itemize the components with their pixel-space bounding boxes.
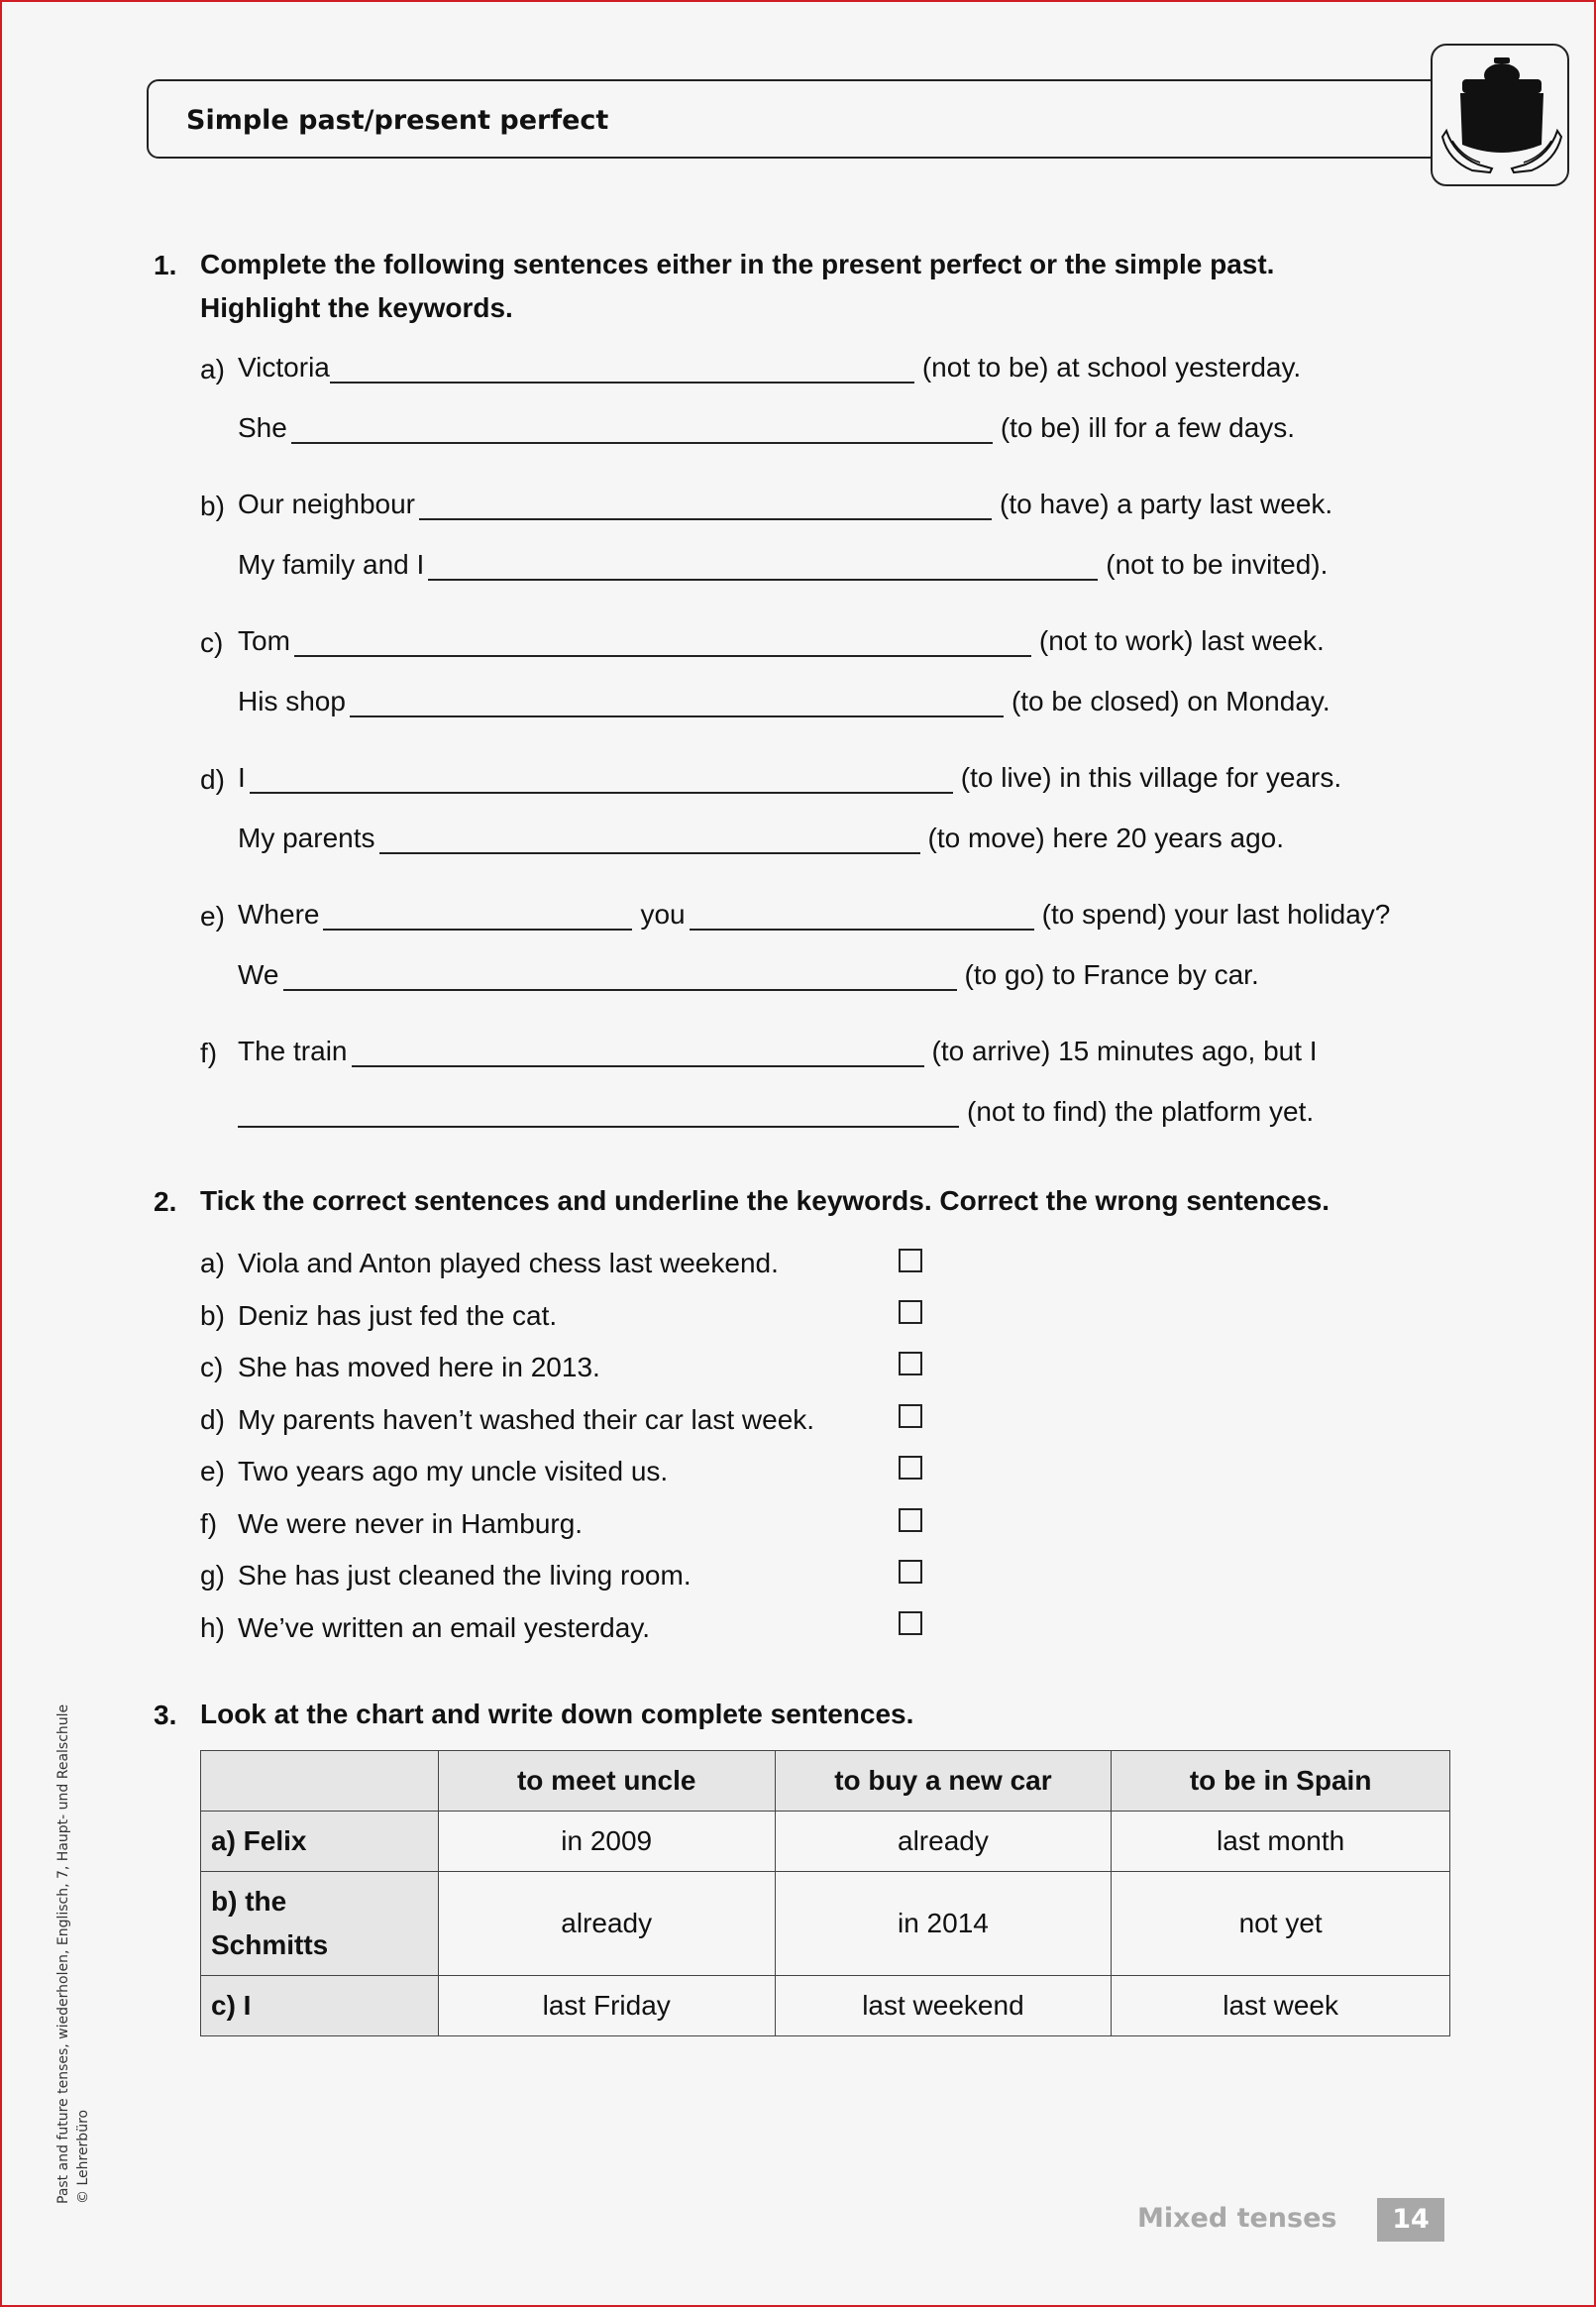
sentence-line: The train (to arrive) 15 minutes ago, but I: [238, 1036, 1318, 1066]
side-copyright-note: Past and future tenses, wiederholen, Englisch, 7, Haupt- und Realschule © Lehrerbüro: [55, 1703, 91, 2204]
table-cell: in 2009: [438, 1812, 775, 1872]
column-header: to meet uncle: [438, 1751, 775, 1812]
list-item: a) Viola and Anton played chess last weekend.: [200, 1248, 779, 1278]
answer-blank[interactable]: [690, 899, 1034, 931]
table-cell: last Friday: [438, 1976, 775, 2036]
table-cell: already: [775, 1812, 1112, 1872]
exercise-1-instruction-line1: Complete the following sentences either in the present perfect or the simple past.: [200, 249, 1275, 279]
table-row: [201, 1812, 1450, 1872]
answer-blank[interactable]: [330, 352, 914, 384]
sentence-line: I (to live) in this village for years.: [238, 762, 1342, 793]
page-title: Simple past/present perfect: [186, 105, 609, 136]
exercise-1-number: 1.: [154, 250, 177, 280]
page-number: 14: [1377, 2198, 1444, 2242]
row-header: b) the Schmitts: [201, 1872, 439, 1976]
sentence-line: Tom (not to work) last week.: [238, 625, 1325, 656]
answer-blank[interactable]: [291, 412, 993, 444]
answer-blank[interactable]: [428, 549, 1098, 581]
table-corner-cell: [201, 1751, 439, 1812]
exercise-2-number: 2.: [154, 1186, 177, 1217]
table-cell: last weekend: [775, 1976, 1112, 2036]
chart-table: [200, 1750, 1450, 2036]
answer-blank[interactable]: [350, 686, 1004, 717]
item-letter: f): [200, 1038, 218, 1068]
sentence-line: His shop (to be closed) on Monday.: [238, 686, 1330, 716]
table-header-row: [201, 1751, 1450, 1812]
item-letter: d): [200, 764, 225, 795]
column-header: to buy a new car: [775, 1751, 1112, 1812]
answer-blank[interactable]: [238, 1096, 959, 1128]
tick-checkbox[interactable]: [899, 1508, 922, 1532]
answer-blank[interactable]: [323, 899, 632, 931]
table-row: [201, 1976, 1450, 2036]
answer-blank[interactable]: [419, 489, 992, 520]
list-item: d) My parents haven’t washed their car last week.: [200, 1404, 815, 1435]
table-row: [201, 1872, 1450, 1976]
sentence-line: My family and I (not to be invited).: [238, 549, 1329, 580]
tick-checkbox[interactable]: [899, 1611, 922, 1635]
exercise-1-instruction: [200, 243, 1448, 330]
answer-blank[interactable]: [283, 959, 957, 991]
row-header: c) I: [201, 1976, 439, 2036]
table-cell: in 2014: [775, 1872, 1112, 1976]
list-item: b) Deniz has just fed the cat.: [200, 1300, 558, 1331]
exercise-2-instruction: Tick the correct sentences and underline the keywords. Correct the wrong sentences.: [200, 1185, 1330, 1216]
sentence-line: (not to find) the platform yet.: [238, 1096, 1314, 1128]
item-letter: e): [200, 901, 225, 932]
tick-checkbox[interactable]: [899, 1560, 922, 1584]
tick-checkbox[interactable]: [899, 1352, 922, 1375]
footer-label: Mixed tenses: [1137, 2203, 1337, 2234]
exercise-3-number: 3.: [154, 1700, 177, 1730]
table-cell: last month: [1112, 1812, 1450, 1872]
header-box: [147, 79, 1454, 159]
sentence-line: Victoria (not to be) at school yesterday.: [238, 352, 1302, 383]
sentence-line: My parents (to move) here 20 years ago.: [238, 823, 1285, 853]
row-header: a) Felix: [201, 1812, 439, 1872]
vessel-with-hands-icon: [1431, 44, 1569, 186]
sentence-line: Our neighbour (to have) a party last week.: [238, 489, 1333, 519]
list-item: g) She has just cleaned the living room.: [200, 1560, 692, 1591]
tick-checkbox[interactable]: [899, 1249, 922, 1272]
list-item: e) Two years ago my uncle visited us.: [200, 1456, 669, 1486]
answer-blank[interactable]: [379, 823, 920, 854]
item-letter: b): [200, 491, 225, 521]
column-header: to be in Spain: [1112, 1751, 1450, 1812]
tick-checkbox[interactable]: [899, 1456, 922, 1480]
answer-blank[interactable]: [352, 1036, 924, 1067]
exercise-3-instruction: Look at the chart and write down complete sentences.: [200, 1699, 914, 1729]
answer-blank[interactable]: [294, 625, 1031, 657]
item-letter: c): [200, 627, 224, 658]
list-item: c) She has moved here in 2013.: [200, 1352, 600, 1382]
item-letter: a): [200, 354, 225, 384]
tick-checkbox[interactable]: [899, 1404, 922, 1428]
answer-blank[interactable]: [250, 762, 953, 794]
table-cell: already: [438, 1872, 775, 1976]
list-item: h) We’ve written an email yesterday.: [200, 1612, 651, 1643]
sentence-line: She (to be) ill for a few days.: [238, 412, 1296, 443]
sentence-line: We (to go) to France by car.: [238, 959, 1259, 990]
tick-checkbox[interactable]: [899, 1300, 922, 1324]
list-item: f) We were never in Hamburg.: [200, 1508, 584, 1539]
table-cell: not yet: [1112, 1872, 1450, 1976]
exercise-1-instruction-line2: Highlight the keywords.: [200, 292, 513, 323]
table-cell: last week: [1112, 1976, 1450, 2036]
sentence-line: Where you (to spend) your last holiday?: [238, 899, 1391, 930]
